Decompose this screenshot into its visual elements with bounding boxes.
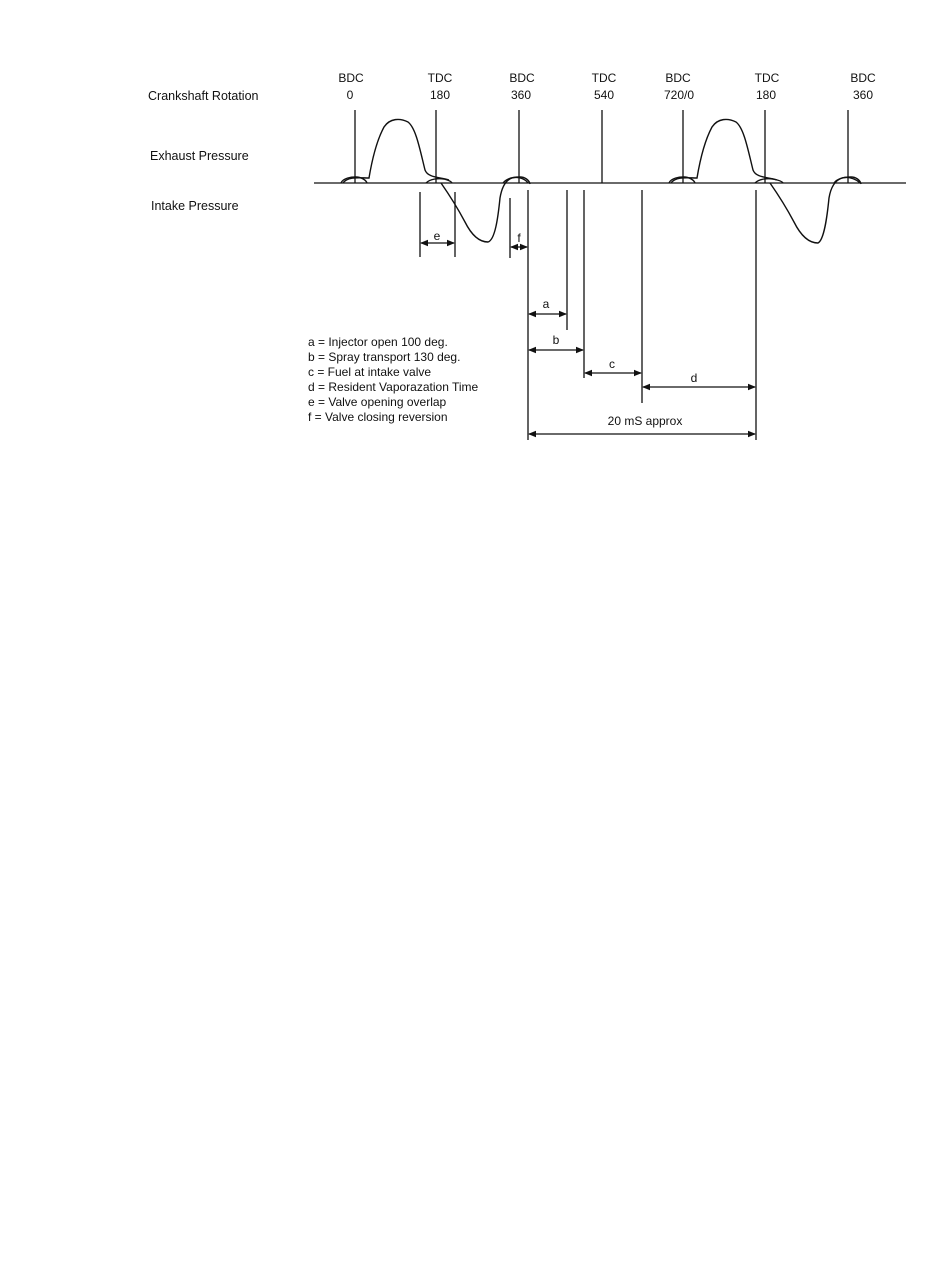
interval-b-label: b — [552, 333, 560, 347]
position-angle-4: 540 — [593, 88, 615, 102]
overlap-loop-tdc-180-b — [755, 179, 783, 183]
legend-item-b: b = Spray transport 130 deg. — [308, 350, 461, 364]
interval-a-label: a — [542, 297, 550, 311]
position-name-1: BDC — [338, 71, 364, 85]
interval-f-label: f — [517, 231, 521, 245]
interval-c-label: c — [609, 357, 615, 371]
position-name-2: TDC — [427, 71, 453, 85]
position-name-7: BDC — [850, 71, 876, 85]
position-angle-7: 360 — [852, 88, 874, 102]
total-duration-label: 20 mS approx — [607, 414, 683, 428]
position-name-4: TDC — [591, 71, 617, 85]
exhaust-pressure-curve-2 — [671, 119, 777, 183]
position-name-6: TDC — [754, 71, 780, 85]
position-angle-2: 180 — [429, 88, 451, 102]
position-angle-6: 180 — [755, 88, 777, 102]
position-angle-5: 720/0 — [663, 88, 695, 102]
position-angle-1: 0 — [346, 88, 354, 102]
intake-pressure-curve-1 — [441, 177, 528, 242]
exhaust-pressure-curve-1 — [343, 119, 449, 183]
interval-e-label: e — [433, 229, 441, 243]
position-angle-3: 360 — [510, 88, 532, 102]
legend-item-e: e = Valve opening overlap — [308, 395, 447, 409]
exhaust-pressure-label: Exhaust Pressure — [150, 149, 249, 163]
interval-d-label: d — [690, 371, 698, 385]
intake-pressure-curve-2 — [770, 177, 860, 243]
legend — [308, 335, 479, 424]
intake-pressure-label: Intake Pressure — [151, 199, 239, 213]
legend-item-d: d = Resident Vaporazation Time — [308, 380, 479, 394]
crankshaft-rotation-label: Crankshaft Rotation — [148, 89, 259, 103]
legend-item-a: a = Injector open 100 deg. — [308, 335, 448, 349]
legend-item-f: f = Valve closing reversion — [308, 410, 448, 424]
position-name-3: BDC — [509, 71, 535, 85]
legend-item-c: c = Fuel at intake valve — [308, 365, 432, 379]
position-name-5: BDC — [665, 71, 691, 85]
